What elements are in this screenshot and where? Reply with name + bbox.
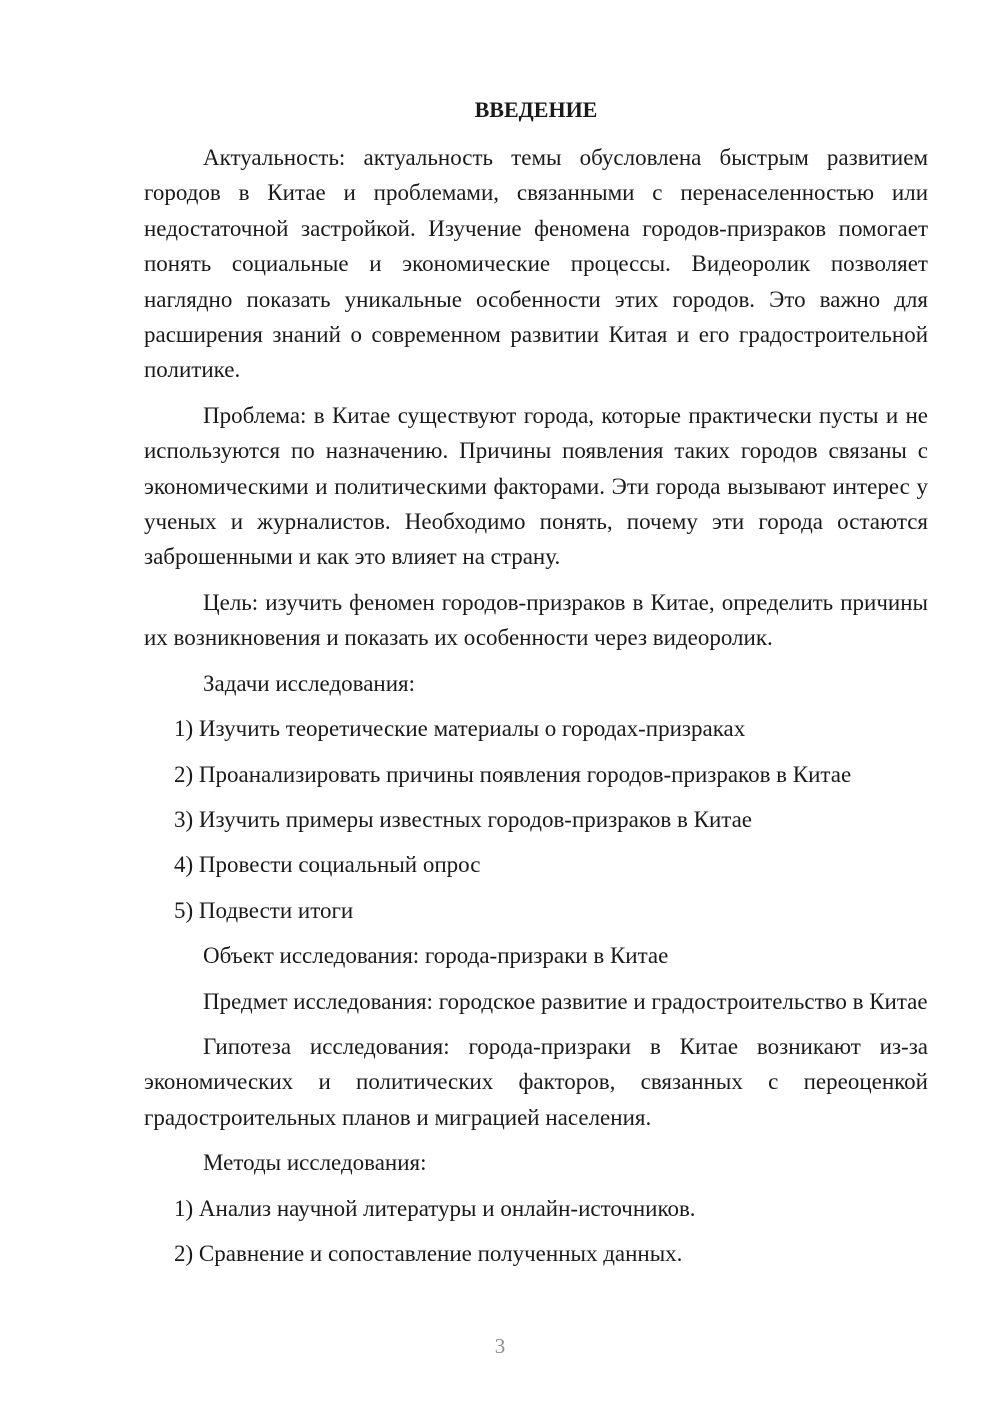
- subject-paragraph: Предмет исследования: городское развитие и градостроительство в Китае: [203, 988, 928, 1014]
- task-item: 1) Изучить теоретические материалы о городах-призраках: [174, 716, 746, 742]
- problem-paragraph: Проблема: в Китае существуют города, которые практически пусты и не используются по назначению. Причины появления таких городов связаны с экономическими и политическими факторами. Эти города вызывают интерес у ученых и журналистов. Необходимо понять, почему эти города остаются заброшенными и как это влияет на страну.: [144, 402, 928, 570]
- tasks-title: Задачи исследования:: [203, 670, 416, 696]
- method-item: 2) Сравнение и сопоставление полученных данных.: [174, 1240, 683, 1266]
- object-paragraph: Объект исследования: города-призраки в Китае: [203, 943, 669, 969]
- hypothesis-paragraph: Гипотеза исследования: города-призраки в Китае возникают из-за экономических и политических факторов, связанных с переоценкой градостроительных планов и миграцией населения.: [144, 1033, 928, 1130]
- task-item: 2) Проанализировать причины появления городов-призраков в Китае: [174, 761, 852, 787]
- tasks-list: [144, 711, 928, 928]
- document-page: [144, 94, 928, 1281]
- goal-paragraph: Цель: изучить феномен городов-призраков в Китае, определить причины их возникновения и показать их особенности через видеоролик.: [144, 589, 928, 651]
- task-item: 5) Подвести итоги: [174, 897, 354, 923]
- page-number: 3: [494, 1334, 506, 1358]
- section-heading: ВВЕДЕНИЕ: [474, 97, 598, 122]
- methods-title: Методы исследования:: [203, 1150, 427, 1176]
- task-item: 3) Изучить примеры известных городов-призраков в Китае: [174, 806, 752, 832]
- relevance-paragraph: Актуальность: актуальность темы обусловлена быстрым развитием городов в Китае и проблемами, связанными с перенаселенностью или недостаточной застройкой. Изучение феномена городов-призраков помогает понять социальные и экономические процессы. Видеоролик позволяет наглядно показать уникальные особенности этих городов. Это важно для расширения знаний о современном развитии Китая и его градостроительной политике.: [144, 145, 928, 383]
- task-item: 4) Провести социальный опрос: [174, 852, 481, 878]
- method-item: 1) Анализ научной литературы и онлайн-источников.: [174, 1195, 696, 1221]
- methods-list: [144, 1191, 928, 1272]
